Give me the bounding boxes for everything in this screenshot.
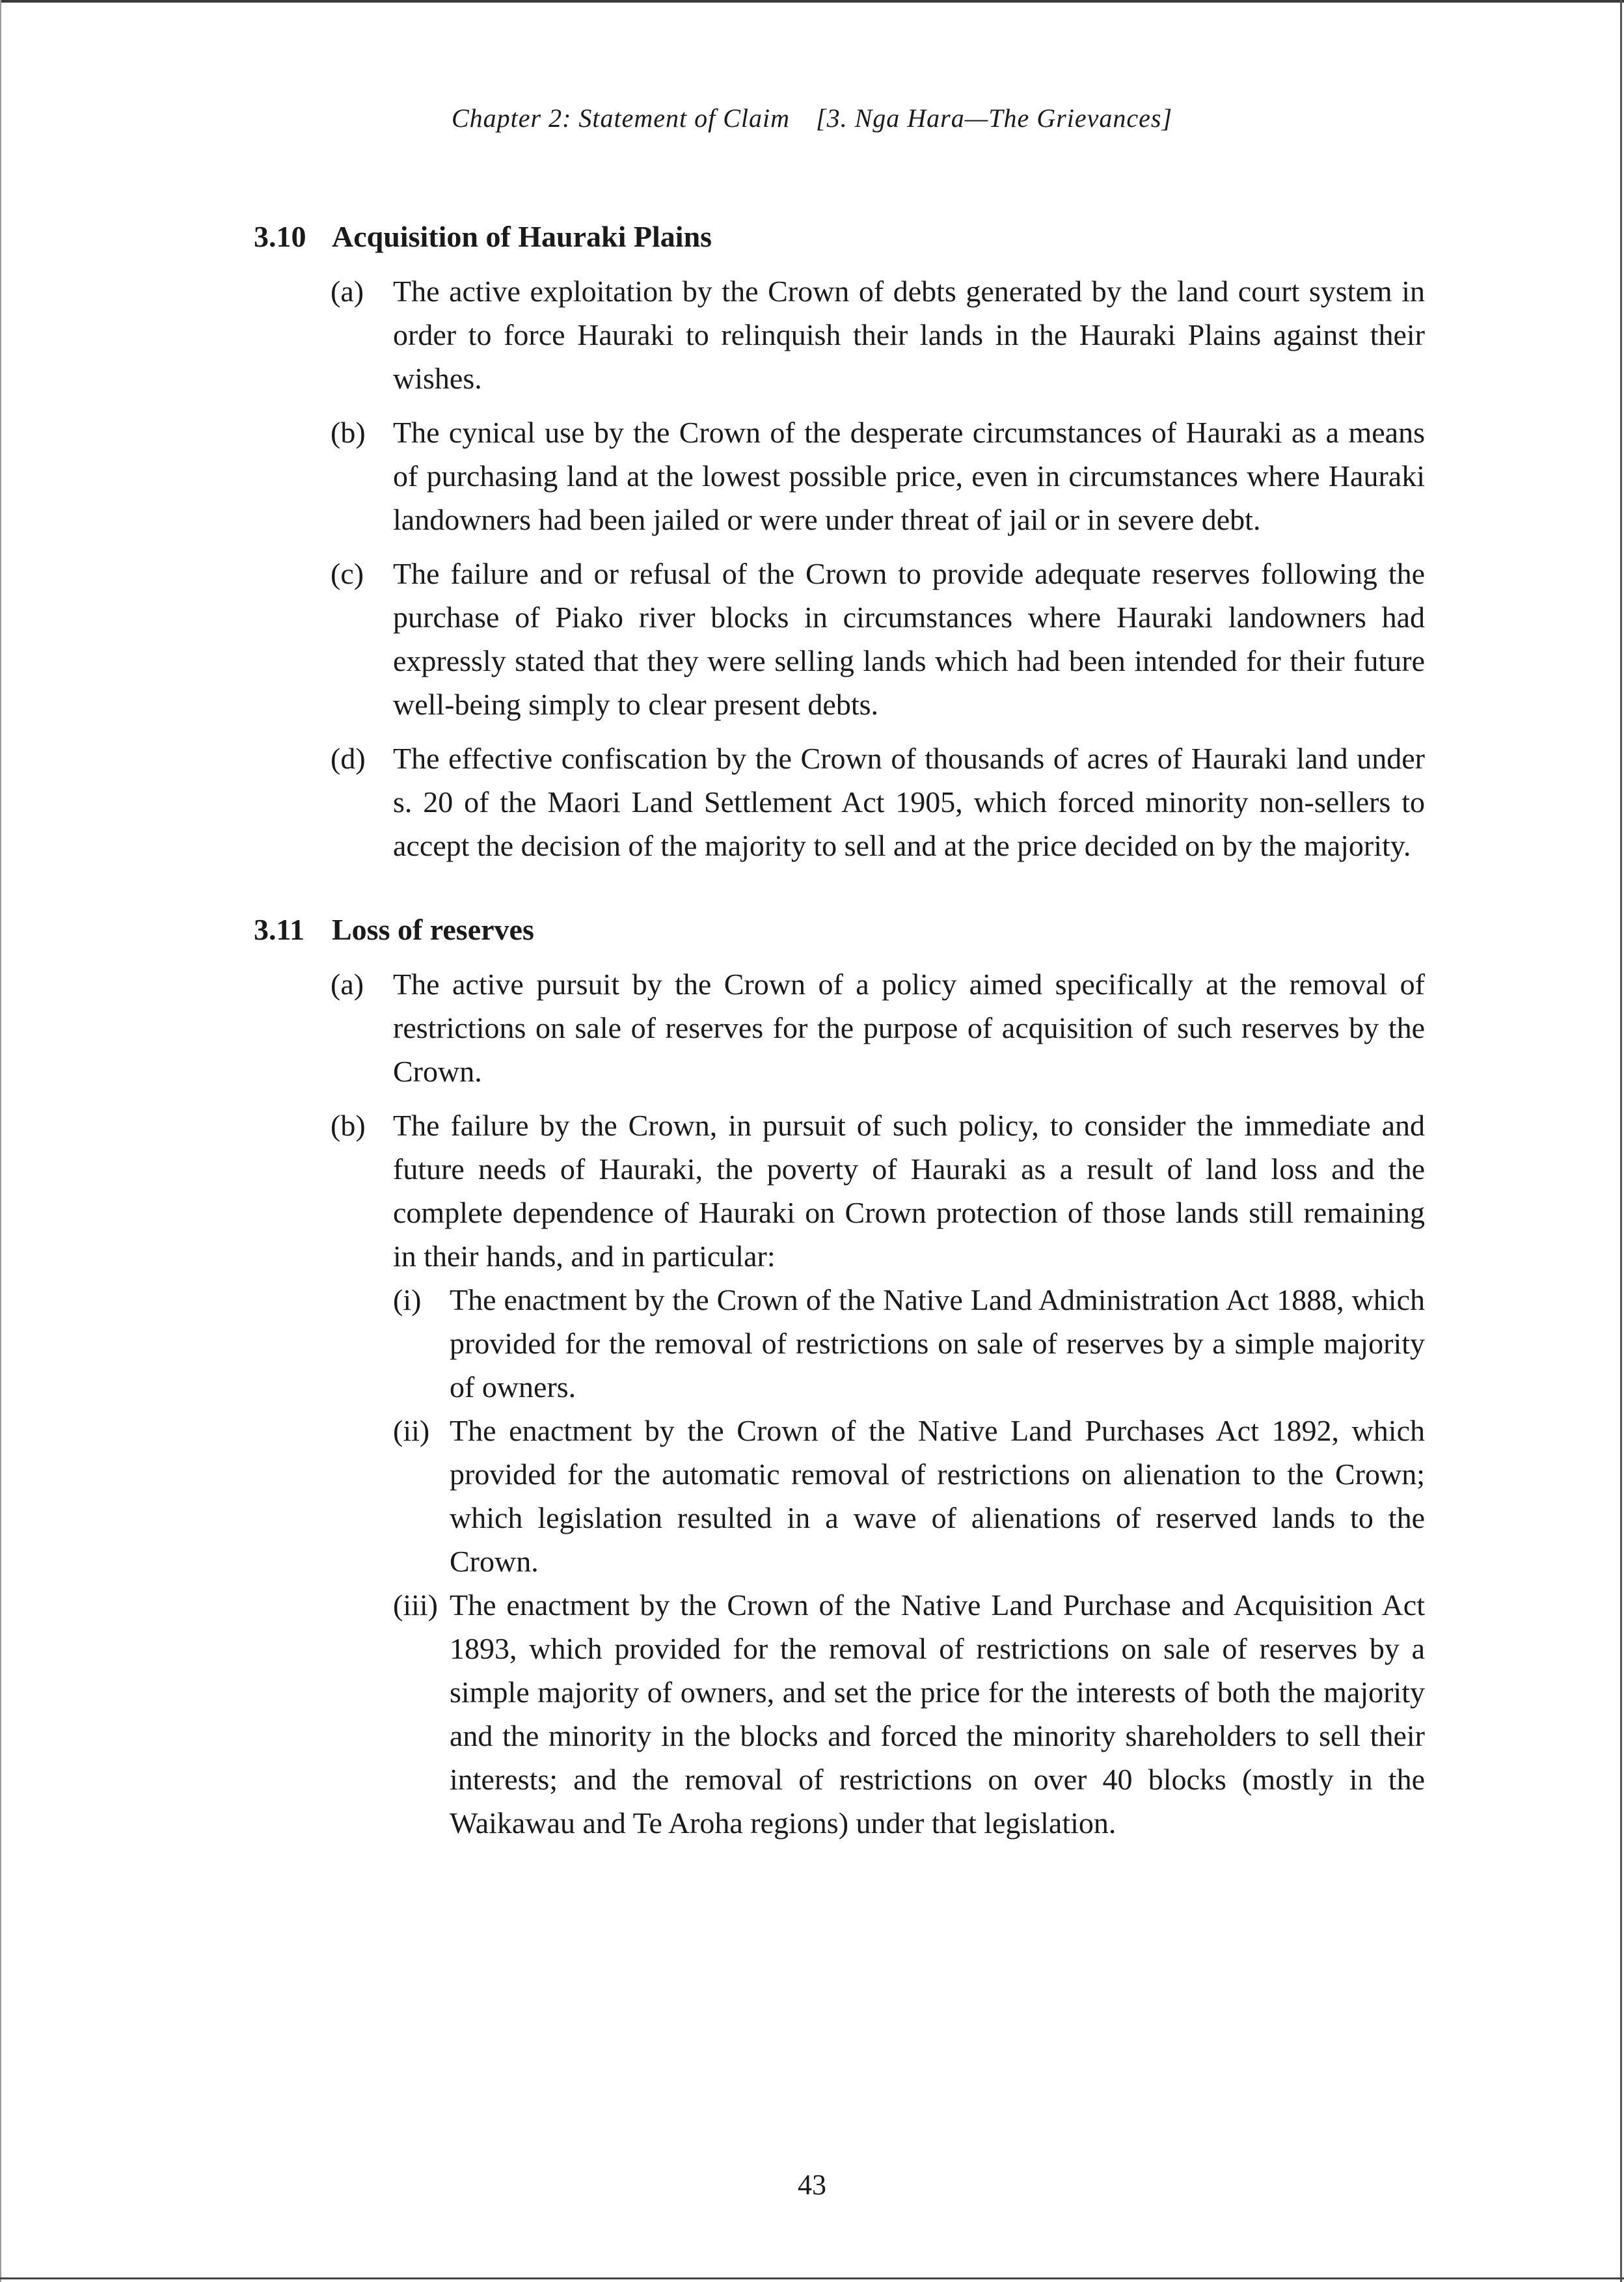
list-item (254, 269, 1425, 400)
top-border (0, 0, 1624, 3)
list-item (254, 552, 1425, 726)
item-text: The failure and or refusal of the Crown to provide adequate reserves following the purchase of Piako river blocks in circumstances where Hauraki landowners had expressly stated that they were selling lands which had been intended for their future well-being simply to clear present debts. (393, 557, 1425, 721)
page-number: 43 (798, 2169, 826, 2201)
section-3-11 (254, 908, 1425, 1845)
sub-list-item (393, 1278, 1425, 1409)
left-border (0, 0, 1, 2282)
bottom-border (0, 2277, 1624, 2279)
section-3-10 (254, 215, 1425, 867)
sub-list-item (393, 1583, 1425, 1845)
section-heading (254, 215, 1425, 259)
section-heading (254, 908, 1425, 952)
item-label: (c) (331, 557, 364, 590)
subitem-text: The enactment by the Crown of the Native Land Purchase and Acquisition Act 1893, which provided for the removal of restrictions on sale of reserves by a simple majority of owners, and set the price for the interests of both the majority and the minority in the blocks and forced the minority shareholders to sell their interests; and the removal of restrictions on over 40 blocks (mostly in the Waikawau and Te Aroha regions) under that legislation. (450, 1588, 1425, 1840)
item-text: The effective confiscation by the Crown of thousands of acres of Hauraki land under s. 20 of the Maori Land Settlement Act 1905, which forced minority non-sellers to accept the decision of the majority to sell and at the price decided on by the majority. (393, 742, 1425, 862)
right-border (1620, 0, 1622, 2282)
subitem-label: (iii) (393, 1588, 438, 1622)
section-title: Loss of reserves (332, 913, 534, 946)
item-label: (d) (331, 742, 366, 775)
list-item (254, 737, 1425, 867)
running-head-section: [3. Nga Hara—The Grievances] (816, 103, 1173, 133)
document-body (254, 215, 1425, 1885)
section-number: 3.10 (254, 220, 306, 253)
sub-list-item (393, 1409, 1425, 1583)
section-title: Acquisition of Hauraki Plains (332, 220, 712, 253)
item-text: The failure by the Crown, in pursuit of such policy, to consider the immediate and future needs of Hauraki, the poverty of Hauraki as a result of land loss and the complete dependence of Hauraki on Crown protection of those lands still remaining in their hands, and in particular: (393, 1109, 1425, 1273)
running-head-chapter: Chapter 2: Statement of Claim (451, 103, 791, 133)
item-text: The cynical use by the Crown of the desperate circumstances of Hauraki as a means of purchasing land at the lowest possible price, even in circumstances where Hauraki landowners had been jailed or were under threat of jail or in severe debt. (393, 416, 1425, 536)
subitem-text: The enactment by the Crown of the Native Land Administration Act 1888, which provided for the removal of restrictions on sale of reserves by a simple majority of owners. (450, 1283, 1425, 1404)
subitem-label: (ii) (393, 1414, 430, 1447)
item-label: (a) (331, 275, 364, 308)
section-number: 3.11 (254, 913, 304, 946)
item-label: (b) (331, 416, 366, 449)
list-item (254, 962, 1425, 1093)
running-head (0, 103, 1624, 133)
item-text: The active pursuit by the Crown of a policy aimed specifically at the removal of restrictions on sale of reserves for the purpose of acquisition of such reserves by the Crown. (393, 968, 1425, 1088)
list-item (254, 1104, 1425, 1845)
item-label: (b) (331, 1109, 366, 1142)
list-item (254, 411, 1425, 541)
subitem-label: (i) (393, 1283, 422, 1316)
subitem-text: The enactment by the Crown of the Native Land Purchases Act 1892, which provided for the automatic removal of restrictions on alienation to the Crown; which legislation resulted in a wave of alienations of reserved lands to the Crown. (450, 1414, 1425, 1578)
item-text: The active exploitation by the Crown of debts generated by the land court system in order to force Hauraki to relinquish their lands in the Hauraki Plains against their wishes. (393, 275, 1425, 395)
item-label: (a) (331, 968, 364, 1001)
